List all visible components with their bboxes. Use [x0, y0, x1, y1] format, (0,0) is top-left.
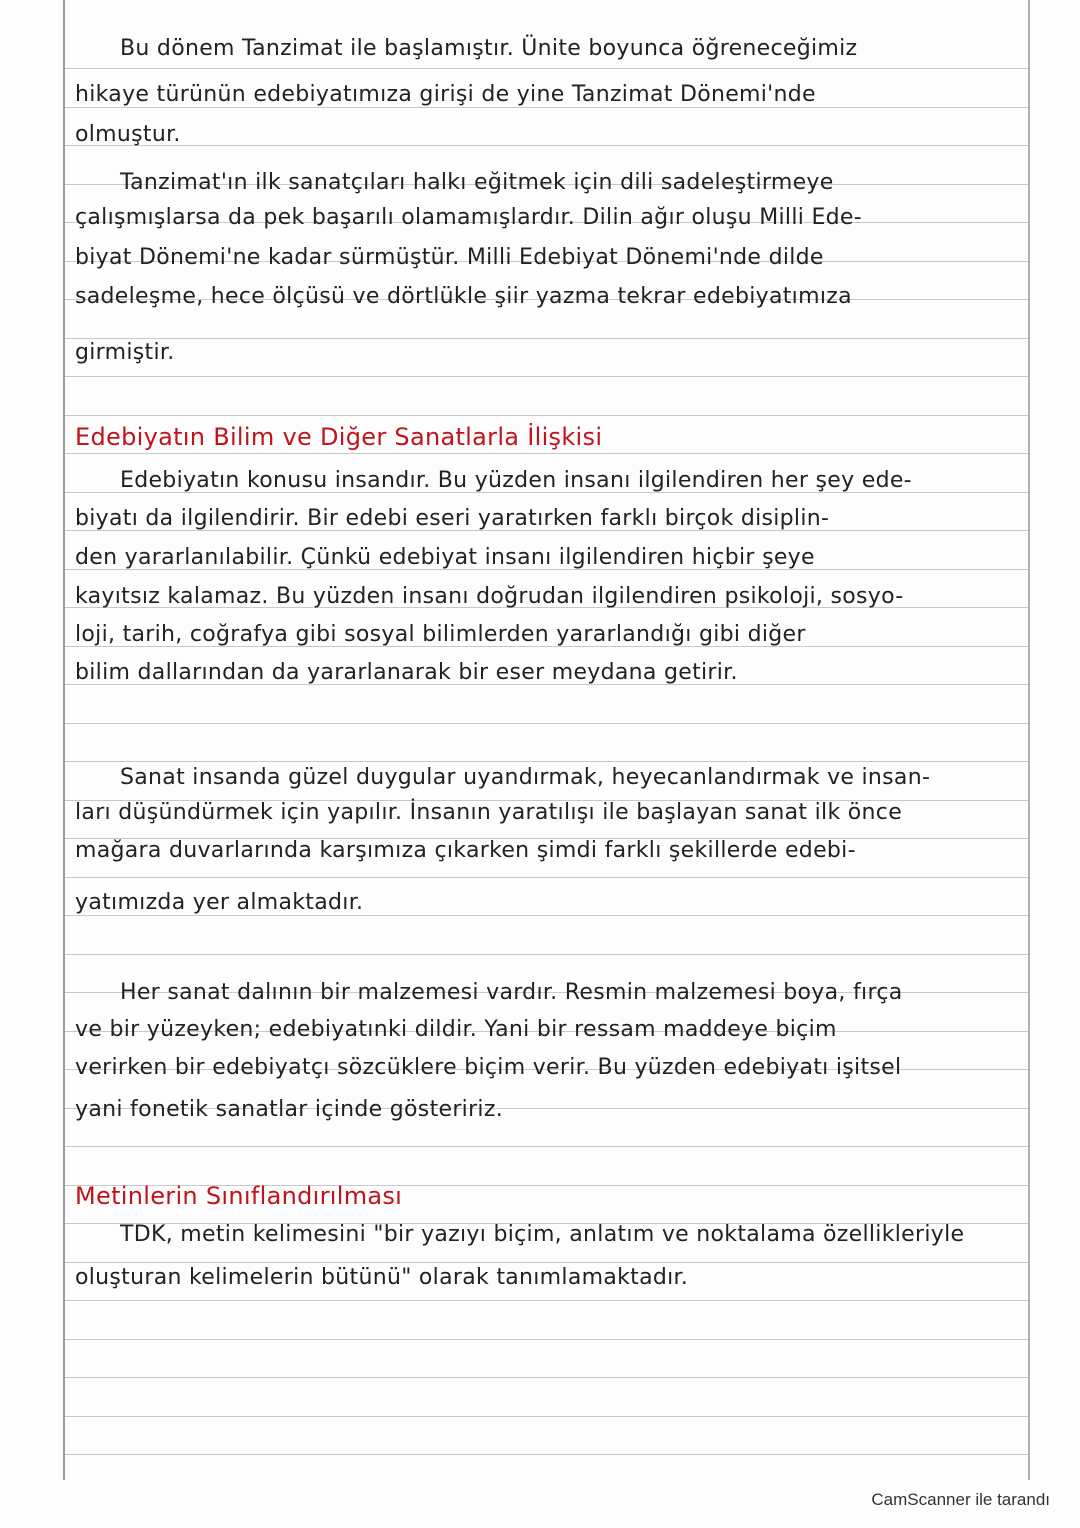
ruled-line: [65, 1146, 1028, 1147]
text-line: olmuştur.: [75, 122, 181, 147]
text-line: ları düşündürmek için yapılır. İnsanın yaratılışı ile başlayan sanat ilk önce: [75, 800, 903, 825]
text-line: ve bir yüzeyken; edebiyatınki dildir. Yani bir ressam maddeye biçim: [75, 1017, 837, 1042]
notebook-sheet: [63, 0, 1030, 1480]
text-line: biyatı da ilgilendirir. Bir edebi eseri yaratırken farklı birçok disiplin-: [75, 506, 830, 531]
ruled-line: [65, 877, 1028, 878]
ruled-line: [65, 338, 1028, 339]
text-line: den yararlanılabilir. Çünkü edebiyat insanı ilgilendiren hiçbir şeye: [75, 545, 815, 570]
text-line: girmiştir.: [75, 340, 175, 365]
ruled-line: [65, 145, 1028, 146]
text-line: mağara duvarlarında karşımıza çıkarken şimdi farklı şekillerde edebi-: [75, 838, 856, 863]
text-line: Sanat insanda güzel duygular uyandırmak, heyecanlandırmak ve insan-: [120, 765, 931, 790]
text-line: kayıtsız kalamaz. Bu yüzden insanı doğrudan ilgilendiren psikoloji, sosyo-: [75, 584, 904, 609]
text-line: loji, tarih, coğrafya gibi sosyal bilimlerden yararlandığı gibi diğer: [75, 622, 806, 647]
ruled-line: [65, 1416, 1028, 1417]
text-line: Edebiyatın konusu insandır. Bu yüzden insanı ilgilendiren her şey ede-: [120, 468, 912, 493]
ruled-line: [65, 107, 1028, 108]
ruled-line: [65, 1339, 1028, 1340]
text-line: çalışmışlarsa da pek başarılı olamamışlardır. Dilin ağır oluşu Milli Ede-: [75, 205, 862, 230]
scanner-watermark: CamScanner ile tarandı: [871, 1490, 1050, 1509]
ruled-line: [65, 915, 1028, 916]
ruled-line: [65, 68, 1028, 69]
text-line: yani fonetik sanatlar içinde gösteririz.: [75, 1097, 503, 1122]
ruled-line: [65, 1454, 1028, 1455]
text-line: biyat Dönemi'ne kadar sürmüştür. Milli Edebiyat Dönemi'nde dilde: [75, 245, 824, 270]
ruled-line: [65, 376, 1028, 377]
ruled-line: [65, 1262, 1028, 1263]
text-line: Tanzimat'ın ilk sanatçıları halkı eğitmek için dili sadeleştirmeye: [120, 170, 834, 195]
ruled-line: [65, 723, 1028, 724]
text-line: TDK, metin kelimesini "bir yazıyı biçim, anlatım ve noktalama özellikleriyle: [120, 1222, 965, 1247]
ruled-line: [65, 761, 1028, 762]
ruled-line: [65, 415, 1028, 416]
section-heading: Edebiyatın Bilim ve Diğer Sanatlarla İlişkisi: [75, 423, 603, 451]
text-line: yatımızda yer almaktadır.: [75, 890, 364, 915]
text-line: Bu dönem Tanzimat ile başlamıştır. Ünite boyunca öğreneceğimiz: [120, 36, 858, 61]
text-line: verirken bir edebiyatçı sözcüklere biçim verir. Bu yüzden edebiyatı işitsel: [75, 1055, 902, 1080]
ruled-line: [65, 1377, 1028, 1378]
text-line: sadeleşme, hece ölçüsü ve dörtlükle şiir yazma tekrar edebiyatımıza: [75, 284, 852, 309]
ruled-line: [65, 453, 1028, 454]
text-line: oluşturan kelimelerin bütünü" olarak tanımlamaktadır.: [75, 1265, 689, 1290]
text-line: bilim dallarından da yararlanarak bir eser meydana getirir.: [75, 660, 738, 685]
ruled-line: [65, 1300, 1028, 1301]
text-line: Her sanat dalının bir malzemesi vardır. Resmin malzemesi boya, fırça: [120, 980, 903, 1005]
text-line: hikaye türünün edebiyatımıza girişi de yine Tanzimat Dönemi'nde: [75, 82, 816, 107]
section-heading: Metinlerin Sınıflandırılması: [75, 1182, 403, 1210]
ruled-line: [65, 954, 1028, 955]
